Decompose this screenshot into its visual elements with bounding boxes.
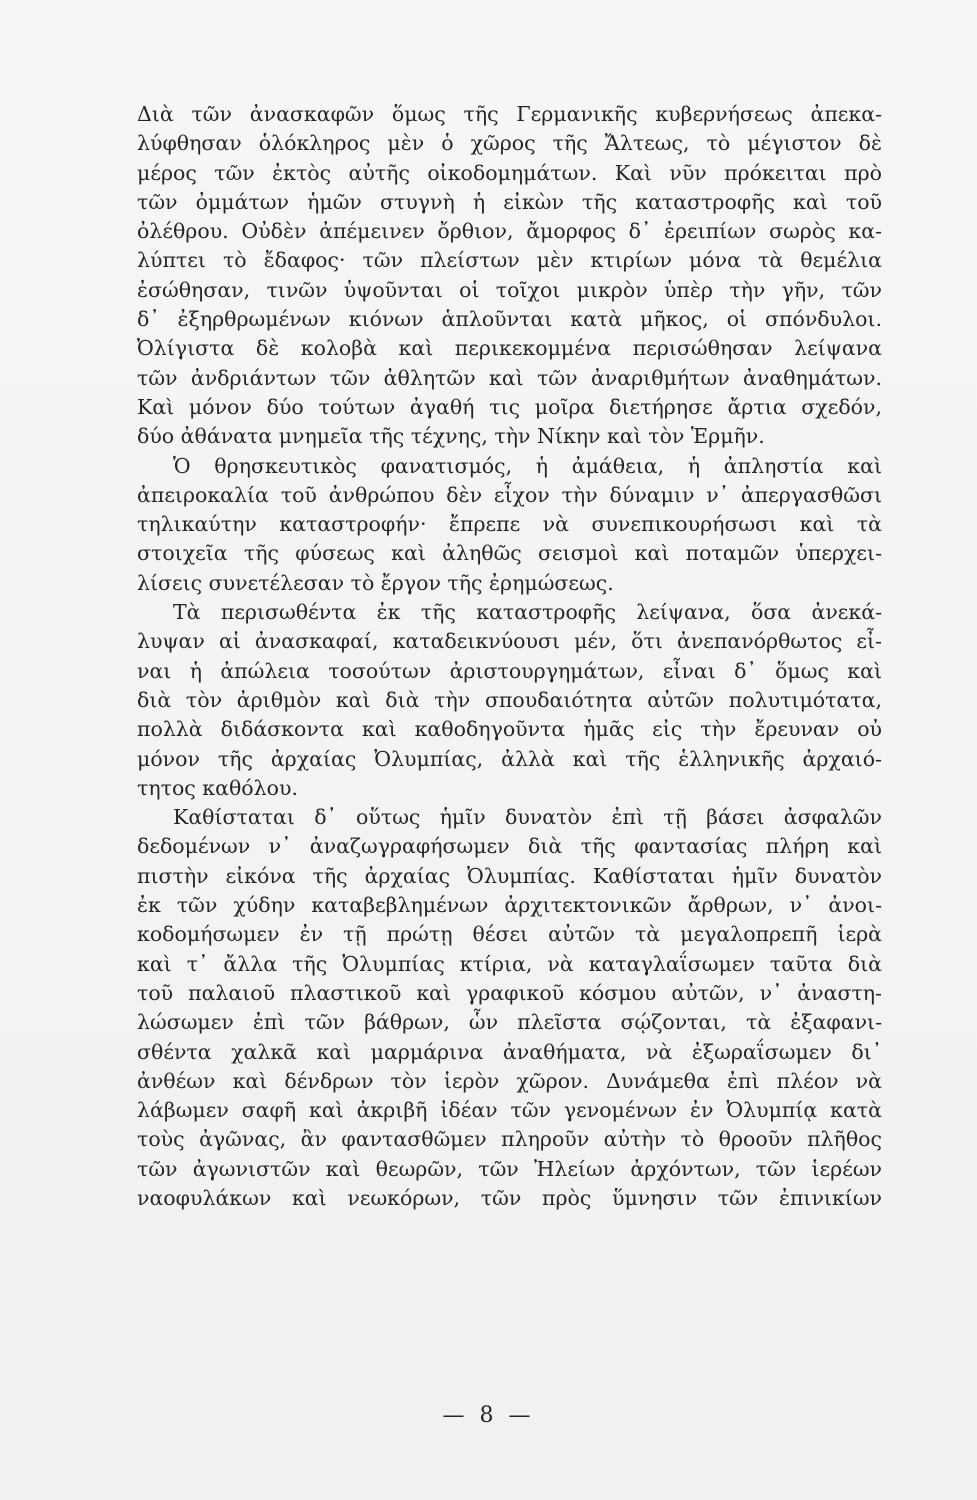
text-line: λύφθησαν ὁλόκληρος μὲν ὁ χῶρος τῆς Ἄλτεως, τὸ μέγιστον δὲ — [137, 131, 882, 156]
text-line: ὀλέθρου. Οὐδὲν ἀπέμεινεν ὄρθιον, ἄμορφος δ᾽ ἐρειπίων σωρὸς κα- — [137, 219, 882, 244]
text-line: ἀνθέων καὶ δένδρων τὸν ἱερὸν χῶρον. Δυνάμεθα ἐπὶ πλέον νὰ — [137, 1068, 882, 1093]
text-line: τηλικαύτην καταστροφήν· ἔπρεπε νὰ συνεπικουρήσωσι καὶ τὰ — [137, 512, 882, 537]
text-line: τῶν ἀνδριάντων τῶν ἀθλητῶν καὶ τῶν ἀναριθμήτων ἀναθημάτων. — [137, 365, 882, 390]
text-line: λύπτει τὸ ἔδαφος· τῶν πλείστων μὲν κτιρίων μόνα τὰ θεμέλια — [137, 248, 882, 273]
text-line: τητος καθόλου. — [137, 775, 298, 800]
text-line: δ᾽ ἐξηρθρωμένων κιόνων ἁπλοῦνται κατὰ μῆκος, οἱ σπόνδυλοι. — [137, 307, 882, 332]
text-line: Ὁ θρησκευτικὸς φανατισμός, ἡ ἀμάθεια, ἡ ἀπληστία καὶ — [173, 453, 882, 478]
text-line: Καθίσταται δ᾽ οὕτως ἡμῖν δυνατὸν ἐπὶ τῇ βάσει ἀσφαλῶν — [173, 805, 882, 830]
text-line: λυψαν αἱ ἀνασκαφαί, καταδεικνύουσι μέν, ὅτι ἀνεπανόρθωτος εἶ- — [137, 629, 882, 654]
text-line: μέρος τῶν ἐκτὸς αὐτῆς οἰκοδομημάτων. Καὶ νῦν πρόκειται πρὸ — [137, 160, 882, 185]
text-line: πιστὴν εἰκόνα τῆς ἀρχαίας Ὀλυμπίας. Καθίσταται ἡμῖν δυνατὸν — [137, 863, 882, 888]
text-line: πολλὰ διδάσκοντα καὶ καθοδηγοῦντα ἡμᾶς εἰς τὴν ἔρευναν οὐ — [137, 717, 882, 742]
text-line: καὶ τ᾽ ἄλλα τῆς Ὀλυμπίας κτίρια, νὰ καταγλαΐσωμεν ταῦτα διὰ — [137, 951, 882, 976]
text-line: μόνον τῆς ἀρχαίας Ὀλυμπίας, ἀλλὰ καὶ τῆς ἑλληνικῆς ἀρχαιό- — [137, 746, 882, 771]
text-line: ναι ἡ ἀπώλεια τοσούτων ἀριστουργημάτων, εἶναι δ᾽ ὅμως καὶ — [137, 658, 882, 683]
text-line: λάβωμεν σαφῆ καὶ ἀκριβῆ ἰδέαν τῶν γενομένων ἐν Ὀλυμπίᾳ κατὰ — [137, 1098, 882, 1123]
text-line: ναοφυλάκων καὶ νεωκόρων, τῶν πρὸς ὕμνησιν τῶν ἐπινικίων — [137, 1185, 882, 1210]
text-line: ἐκ τῶν χύδην καταβεβλημένων ἀρχιτεκτονικῶν ἄρθρων, ν᾽ ἀνοι- — [137, 893, 882, 918]
text-line: λώσωμεν ἐπὶ τῶν βάθρων, ὧν πλεῖστα σῴζονται, τὰ ἐξαφανι- — [137, 1010, 882, 1035]
text-line: Διὰ τῶν ἀνασκαφῶν ὅμως τῆς Γερμανικῆς κυβερνήσεως ἀπεκα- — [137, 102, 882, 126]
text-line: τοὺς ἀγῶνας, ἂν φαντασθῶμεν πληροῦν αὐτὴν τὸ θροοῦν πλῆθος — [137, 1127, 882, 1152]
text-line: Καὶ μόνον δύο τούτων ἀγαθή τις μοῖρα διετήρησε ἄρτια σχεδόν, — [137, 394, 882, 419]
text-line: στοιχεῖα τῆς φύσεως καὶ ἀληθῶς σεισμοὶ καὶ ποταμῶν ὑπερχει- — [137, 541, 882, 566]
text-line: δεδομένων ν᾽ ἀναζωγραφήσωμεν διὰ τῆς φαντασίας πλήρη καὶ — [137, 834, 882, 859]
text-line: τοῦ παλαιοῦ πλαστικοῦ καὶ γραφικοῦ κόσμου αὐτῶν, ν᾽ ἀναστη- — [137, 980, 882, 1005]
page-number: — 8 — — [442, 1403, 535, 1428]
text-line: σθέντα χαλκᾶ καὶ μαρμάρινα ἀναθήματα, νὰ ἐξωραΐσωμεν δι᾽ — [137, 1039, 882, 1064]
text-line: Τὰ περισωθέντα ἐκ τῆς καταστροφῆς λείψανα, ὅσα ἀνεκά- — [173, 600, 882, 625]
text-line: τῶν ὀμμάτων ἡμῶν στυγνὴ ἡ εἰκὼν τῆς καταστροφῆς καὶ τοῦ — [137, 189, 882, 214]
text-line: τῶν ἀγωνιστῶν καὶ θεωρῶν, τῶν Ἠλείων ἀρχόντων, τῶν ἱερέων — [137, 1156, 882, 1181]
text-line: δύο ἀθάνατα μνημεῖα τῆς τέχνης, τὴν Νίκην καὶ τὸν Ἑρμῆν. — [137, 424, 765, 449]
text-line: ἀπειροκαλία τοῦ ἀνθρώπου δὲν εἶχον τὴν δύναμιν ν᾽ ἀπεργασθῶσι — [137, 482, 882, 507]
text-line: λίσεις συνετέλεσαν τὸ ἔργον τῆς ἐρημώσεως. — [137, 570, 614, 595]
text-line: ἐσώθησαν, τινῶν ὑψοῦνται οἱ τοῖχοι μικρὸν ὑπὲρ τὴν γῆν, τῶν — [137, 277, 882, 302]
text-line: Ὀλίγιστα δὲ κολοβὰ καὶ περικεκομμένα περισώθησαν λείψανα — [137, 336, 882, 361]
text-line: κοδομήσωμεν ἐν τῇ πρώτῃ θέσει αὐτῶν τὰ μεγαλοπρεπῆ ἱερὰ — [137, 922, 882, 947]
body-text — [137, 100, 882, 1213]
text-line: διὰ τὸν ἀριθμὸν καὶ διὰ τὴν σπουδαιότητα αὐτῶν πολυτιμότατα, — [137, 687, 882, 712]
